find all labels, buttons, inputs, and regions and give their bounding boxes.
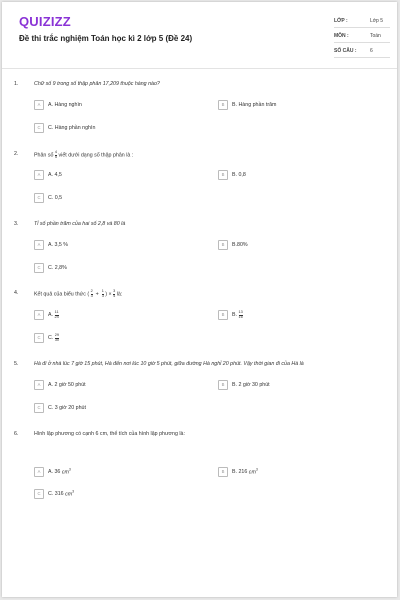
- fraction-numerator: 29: [54, 332, 60, 337]
- option-a[interactable]: [34, 310, 59, 320]
- question-text: [34, 290, 384, 298]
- option-box[interactable]: B: [218, 170, 228, 180]
- option-c[interactable]: [34, 489, 74, 499]
- option-text: B. 2 giờ 30 phút: [232, 382, 270, 388]
- option-a[interactable]: [34, 380, 86, 390]
- option-label: A.: [48, 312, 54, 318]
- meta-label: SỐ CÂU :: [334, 48, 357, 54]
- fraction-denominator: 3: [101, 293, 104, 298]
- meta-underline: [334, 57, 390, 58]
- fraction: [91, 290, 93, 298]
- fraction: [102, 290, 104, 298]
- option-a[interactable]: [34, 170, 62, 180]
- unit: cm: [248, 469, 256, 476]
- option-b[interactable]: [218, 240, 248, 250]
- option-text: B. 216: [232, 469, 249, 475]
- option-c[interactable]: [34, 193, 62, 203]
- fraction-denominator: 5: [54, 154, 58, 159]
- fraction: [239, 311, 243, 319]
- fraction-numerator: 4: [54, 150, 58, 154]
- fraction-numerator: 11: [54, 309, 59, 314]
- option-box[interactable]: C: [34, 403, 44, 413]
- option-label: B.: [232, 312, 238, 318]
- meta-underline: [334, 27, 390, 28]
- fraction: [113, 290, 115, 298]
- question-text-after: viết dưới dạng số thập phân là :: [58, 152, 134, 159]
- fraction-denominator: 30: [54, 337, 60, 342]
- fraction-denominator: 16: [238, 314, 243, 319]
- plus-sign: +: [95, 291, 99, 298]
- option-text: C. 316: [48, 491, 66, 497]
- option-box[interactable]: A: [34, 240, 44, 250]
- option-text: C. 2,8%: [48, 265, 67, 271]
- meta-label: MÔN :: [334, 33, 349, 39]
- fraction: [55, 311, 59, 319]
- question-text: Tỉ số phần trăm của hai số 2,8 và 80 là: [34, 221, 126, 227]
- fraction: [55, 334, 59, 342]
- option-a[interactable]: [34, 467, 71, 477]
- option-c[interactable]: [34, 333, 59, 343]
- option-box[interactable]: A: [34, 100, 44, 110]
- option-box[interactable]: C: [34, 193, 44, 203]
- question-text-before: Phân số: [34, 152, 54, 159]
- option-text: B. Hàng phần trăm: [232, 102, 277, 108]
- question-text: Chữ số 9 trong số thập phân 17,209 thuộc hàng nào?: [34, 81, 160, 87]
- question-number: 5.: [14, 361, 19, 367]
- option-text: B. 0,8: [232, 172, 246, 178]
- option-a[interactable]: [34, 240, 68, 250]
- question-text-mid: ) ×: [105, 291, 112, 298]
- question-text-before: Kết quả của biểu thức (: [34, 291, 90, 298]
- option-text: A. Hàng nghìn: [48, 102, 82, 108]
- meta-value: 6: [370, 48, 373, 54]
- question-text-after: là:: [116, 291, 123, 298]
- fraction-numerator: 1: [101, 289, 104, 293]
- option-text: C. Hàng phần nghìn: [48, 125, 96, 131]
- option-text: B.80%: [232, 242, 248, 248]
- option-box[interactable]: C: [34, 489, 44, 499]
- option-text: A. 2 giờ 50 phút: [48, 382, 86, 388]
- worksheet-page: [2, 2, 397, 597]
- option-box[interactable]: A: [34, 380, 44, 390]
- option-text: A. 3,5 %: [48, 242, 69, 248]
- option-b[interactable]: [218, 170, 246, 180]
- option-b[interactable]: [218, 467, 258, 477]
- question-number: 1.: [14, 81, 19, 87]
- option-c[interactable]: [34, 123, 95, 133]
- option-b[interactable]: [218, 310, 243, 320]
- option-box[interactable]: B: [218, 100, 228, 110]
- meta-label: LỚP :: [334, 18, 348, 24]
- fraction-numerator: 3: [113, 289, 116, 293]
- option-c[interactable]: [34, 263, 67, 273]
- option-box[interactable]: A: [34, 170, 44, 180]
- option-text: C. 0,5: [48, 195, 63, 201]
- question-number: 6.: [14, 431, 19, 437]
- option-box[interactable]: C: [34, 333, 44, 343]
- unit: cm: [61, 469, 69, 476]
- option-b[interactable]: [218, 100, 276, 110]
- option-text: A. 4,5: [48, 172, 62, 178]
- exponent: 3: [72, 489, 75, 494]
- worksheet-title: Đề thi trắc nghiệm Toán học kì 2 lớp 5 (Đề 24): [19, 34, 193, 43]
- meta-underline: [334, 42, 390, 43]
- fraction-denominator: 4: [113, 293, 116, 298]
- header-divider: [2, 68, 397, 69]
- quizizz-logo: QUIZIZZ: [19, 14, 71, 29]
- option-box[interactable]: B: [218, 240, 228, 250]
- option-text: C. 3 giờ 20 phút: [48, 405, 86, 411]
- question-number: 3.: [14, 221, 19, 227]
- meta-value: Lớp 5: [370, 18, 384, 24]
- option-box[interactable]: A: [34, 310, 44, 320]
- question-text: Hà đi ở nhà lúc 7 giờ 15 phút, Hà đến nơi lúc 10 giờ 5 phút, giữa đường Hà nghỉ 20 phút. Vậy thời gian đi của Hà là: [34, 361, 304, 367]
- exponent: 3: [68, 467, 71, 472]
- option-box[interactable]: C: [34, 123, 44, 133]
- question-text: [34, 151, 384, 159]
- fraction-denominator: 3: [90, 293, 93, 298]
- option-box[interactable]: C: [34, 263, 44, 273]
- fraction-denominator: 24: [54, 314, 59, 319]
- worksheet-header: [2, 2, 397, 68]
- option-c[interactable]: [34, 403, 86, 413]
- fraction: [55, 151, 57, 159]
- fraction-numerator: 2: [90, 289, 93, 293]
- option-b[interactable]: [218, 380, 270, 390]
- option-label: C.: [48, 335, 54, 341]
- question-text: Hình lập phương có cạnh 6 cm, thể tích của hình lập phương là:: [34, 431, 185, 437]
- option-box[interactable]: B: [218, 467, 228, 477]
- question-number: 2.: [14, 151, 19, 157]
- question-number: 4.: [14, 290, 19, 296]
- fraction-numerator: 13: [238, 309, 243, 314]
- meta-value: Toán: [370, 33, 381, 39]
- option-box[interactable]: A: [34, 467, 44, 477]
- unit: cm: [65, 491, 73, 498]
- exponent: 3: [255, 467, 258, 472]
- option-box[interactable]: B: [218, 310, 228, 320]
- option-a[interactable]: [34, 100, 82, 110]
- option-text: A. 36: [48, 469, 62, 475]
- option-box[interactable]: B: [218, 380, 228, 390]
